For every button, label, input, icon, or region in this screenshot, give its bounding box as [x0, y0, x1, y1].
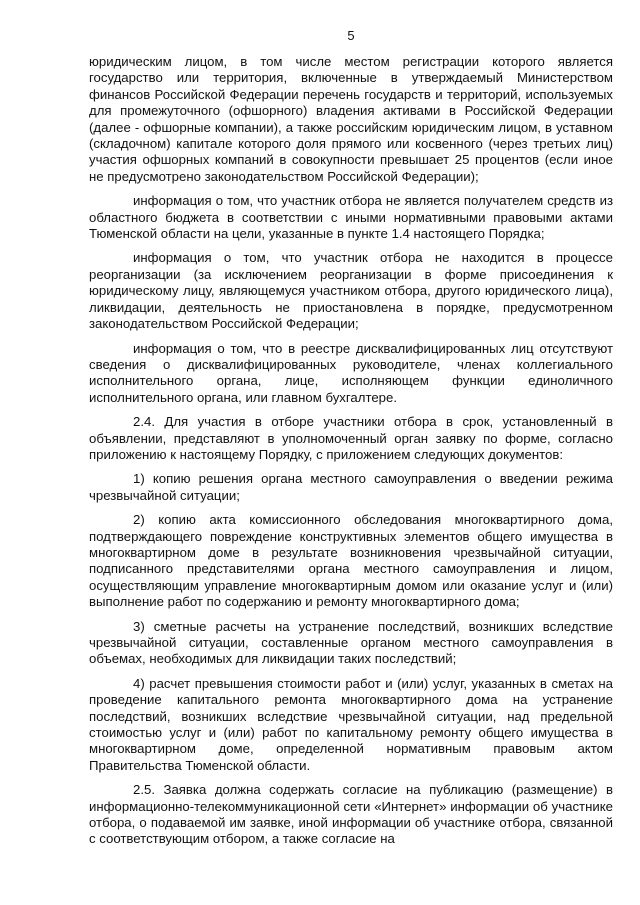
paragraph-reorganization-info: информация о том, что участник отбора не находится в процессе реорганизации (за исключением реорганизации в форме присоединения к юридическому лицу, являющемуся участником отбора, другого юридического лица), ликвидации, деятельность не приостановлена в порядке, предусмотренном законодательством Российской Федерации; — [89, 250, 613, 332]
list-item-4: 4) расчет превышения стоимости работ и (или) услуг, указанных в сметах на проведение капитального ремонта многоквартирного дома на устранение последствий, возникших вследствие чрезвычайной ситуации, над предельной стоимостью услуг и (или) работ по капитальному ремонту общего имущества в многоквартирном доме, определенной нормативным правовым актом Правительства Тюменской области. — [89, 675, 613, 773]
list-item-3: 3) сметные расчеты на устранение последствий, возникших вследствие чрезвычайной ситуации, составленные органом местного самоуправления в объемах, необходимых для ликвидации таких последствий; — [89, 618, 613, 667]
paragraph-budget-info: информация о том, что участник отбора не является получателем средств из областного бюджета в соответствии с иными нормативными правовыми актами Тюменской области на цели, указанные в пункте 1.4 настоящего Порядка; — [89, 193, 613, 242]
list-item-1: 1) копию решения органа местного самоуправления о введении режима чрезвычайной ситуации; — [89, 471, 613, 503]
paragraph-disqualified-info: информация о том, что в реестре дисквалифицированных лиц отсутствуют сведения о дисквалифицированных руководителе, членах коллегиального исполнительного органа, лице, исполняющем функции единоличного исполнительного органа, или главном бухгалтере. — [89, 340, 613, 405]
list-item-2: 2) копию акта комиссионного обследования многоквартирного дома, подтверждающего повреждение конструктивных элементов общего имущества в многоквартирном доме в результате возникновения чрезвычайной ситуации, подписанного представителями органа местного самоуправления и лицом, осуществляющим управление многоквартирным домом или оказание услуг и (или) выполнение работ по содержанию и ремонту многоквартирного дома; — [89, 512, 613, 610]
paragraph-section-2-5: 2.5. Заявка должна содержать согласие на публикацию (размещение) в информационно-телекоммуникационной сети «Интернет» информации об участнике отбора, о подаваемой им заявке, иной информации об участнике отбора, связанной с соответствующим отбором, а также согласие на — [89, 782, 613, 847]
page-number: 5 — [347, 28, 355, 43]
document-body — [89, 54, 613, 848]
paragraph-continuation: юридическим лицом, в том числе местом регистрации которого является государство или территория, включенные в утверждаемый Министерством финансов Российской Федерации перечень государств и территорий, используемых для промежуточного (офшорного) владения активами в Российской Федерации (далее - офшорные компании), а также российским юридическим лицом, в уставном (складочном) капитале которого доля прямого или косвенного (через третьих лиц) участия офшорных компаний в совокупности превышает 25 процентов (если иное не предусмотрено законодательством Российской Федерации); — [89, 54, 613, 184]
paragraph-section-2-4: 2.4. Для участия в отборе участники отбора в срок, установленный в объявлении, представляют в уполномоченный орган заявку по форме, согласно приложению к настоящему Порядку, с приложением следующих документов: — [89, 414, 613, 462]
